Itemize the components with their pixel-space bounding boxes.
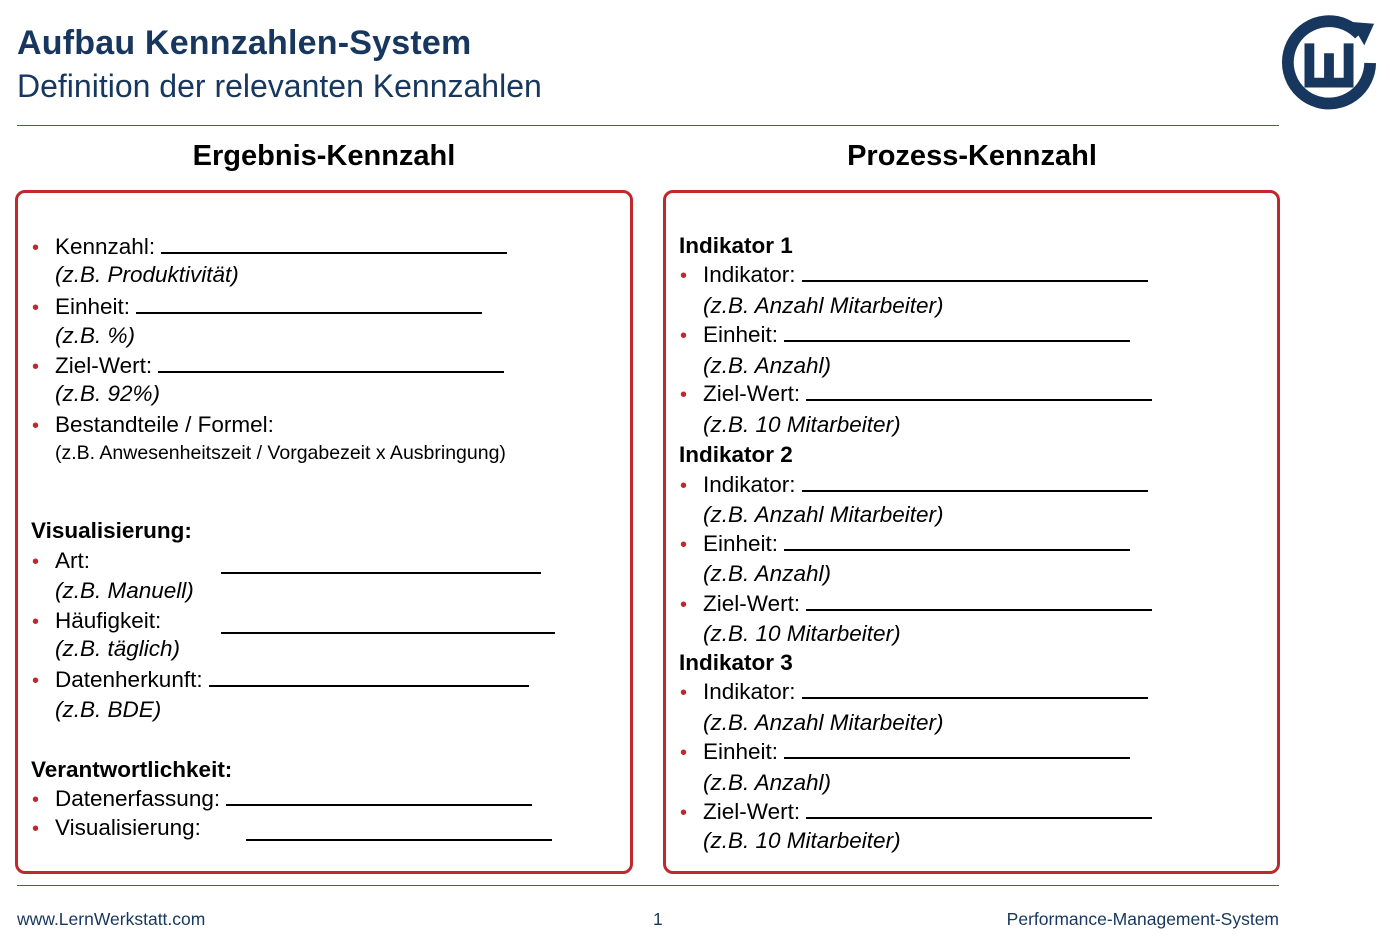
left-column-heading: Ergebnis-Kennzahl (192, 140, 456, 172)
field-visualisierung-label: Visualisierung: (55, 815, 201, 840)
blank-line[interactable] (209, 667, 529, 687)
field-indikator (703, 472, 1148, 498)
page-subtitle: Definition der relevanten Kennzahlen (17, 68, 542, 104)
blank-line[interactable] (806, 591, 1152, 611)
footer-website-link[interactable]: www.LernWerkstatt.com (17, 909, 206, 929)
page-title: Aufbau Kennzahlen-System (17, 24, 472, 62)
footer-divider (17, 885, 1279, 886)
field-zielwert (703, 591, 1152, 617)
blank-line[interactable] (806, 799, 1152, 819)
bullet-icon: • (680, 742, 688, 764)
example-text: (z.B. Anzahl) (703, 770, 831, 795)
bullet-icon: • (32, 611, 40, 633)
field-formel-label: Bestandteile / Formel: (55, 412, 274, 437)
bullet-icon: • (680, 384, 688, 406)
blank-line[interactable] (221, 614, 555, 634)
field-label: Einheit: (703, 531, 779, 556)
example-text: (z.B. Anzahl) (703, 353, 831, 378)
indikator-title: Indikator 2 (679, 442, 793, 467)
bullet-icon: • (680, 475, 688, 497)
field-haeufigkeit-label: Häufigkeit: (55, 608, 162, 633)
field-label: Indikator: (703, 679, 796, 704)
example-text: (z.B. Anwesenheitszeit / Vorgabezeit x Ausbringung) (55, 442, 506, 464)
blank-line[interactable] (136, 294, 482, 314)
bullet-icon: • (680, 594, 688, 616)
field-datenerfassung (55, 786, 532, 812)
blank-line[interactable] (784, 322, 1130, 342)
bullet-icon: • (32, 818, 40, 840)
field-label: Kennzahl: (55, 234, 156, 259)
field-indikator (703, 262, 1148, 288)
prozess-kennzahl-box (663, 190, 1280, 874)
bullet-icon: • (680, 325, 688, 347)
field-einheit (703, 322, 1130, 348)
bullet-icon: • (680, 534, 688, 556)
field-zielwert (55, 353, 504, 379)
example-text: (z.B. Anzahl Mitarbeiter) (703, 502, 944, 527)
example-text: (z.B. Manuell) (55, 578, 194, 603)
field-label: Einheit: (703, 739, 779, 764)
field-label: Datenerfassung: (55, 786, 221, 811)
example-text: (z.B. 10 Mitarbeiter) (703, 828, 901, 853)
example-text: (z.B. 92%) (55, 381, 161, 406)
blank-line[interactable] (784, 739, 1130, 759)
bullet-icon: • (32, 415, 40, 437)
section-heading-verantwortlichkeit: Verantwortlichkeit: (31, 757, 233, 782)
example-text: (z.B. Anzahl Mitarbeiter) (703, 293, 944, 318)
example-text: (z.B. Anzahl) (703, 561, 831, 586)
field-label: Indikator: (703, 262, 796, 287)
blank-line[interactable] (802, 262, 1148, 282)
ergebnis-kennzahl-box (15, 190, 633, 874)
lernwerkstatt-logo-icon (1280, 14, 1378, 112)
field-zielwert (703, 381, 1152, 407)
header-divider (17, 125, 1279, 126)
field-einheit (55, 294, 482, 320)
blank-line[interactable] (221, 554, 541, 574)
blank-line[interactable] (246, 821, 552, 841)
bullet-icon: • (32, 237, 40, 259)
field-zielwert (703, 799, 1152, 825)
field-label: Ziel-Wert: (703, 799, 801, 824)
footer-document-title: Performance-Management-System (1006, 909, 1279, 929)
bullet-icon: • (680, 682, 688, 704)
field-einheit (703, 531, 1130, 557)
field-label: Indikator: (703, 472, 796, 497)
example-text: (z.B. 10 Mitarbeiter) (703, 621, 901, 646)
blank-line[interactable] (806, 381, 1152, 401)
blank-line[interactable] (802, 472, 1148, 492)
example-text: (z.B. Anzahl Mitarbeiter) (703, 710, 944, 735)
bullet-icon: • (32, 551, 40, 573)
field-label: Ziel-Wert: (703, 591, 801, 616)
blank-line[interactable] (226, 786, 532, 806)
right-column-heading: Prozess-Kennzahl (847, 140, 1097, 172)
blank-line[interactable] (784, 531, 1130, 551)
field-label: Ziel-Wert: (55, 353, 153, 378)
example-text: (z.B. Produktivität) (55, 262, 239, 287)
field-art-label: Art: (55, 548, 91, 573)
field-label: Datenherkunft: (55, 667, 203, 692)
bullet-icon: • (680, 802, 688, 824)
field-label: Einheit: (703, 322, 779, 347)
field-datenherkunft (55, 667, 529, 693)
bullet-icon: • (32, 789, 40, 811)
bullet-icon: • (32, 670, 40, 692)
page-number: 1 (653, 909, 663, 929)
indikator-title: Indikator 3 (679, 650, 793, 675)
blank-line[interactable] (158, 353, 504, 373)
blank-line[interactable] (802, 679, 1148, 699)
blank-line[interactable] (161, 234, 507, 254)
field-einheit (703, 739, 1130, 765)
indikator-title: Indikator 1 (679, 233, 793, 258)
field-label: Ziel-Wert: (703, 381, 801, 406)
section-heading-visualisierung: Visualisierung: (31, 518, 192, 543)
field-indikator (703, 679, 1148, 705)
bullet-icon: • (32, 297, 40, 319)
bullet-icon: • (32, 356, 40, 378)
example-text: (z.B. täglich) (55, 636, 181, 661)
field-kennzahl (55, 234, 507, 260)
bullet-icon: • (680, 265, 688, 287)
example-text: (z.B. BDE) (55, 697, 162, 722)
example-text: (z.B. 10 Mitarbeiter) (703, 412, 901, 437)
field-label: Einheit: (55, 294, 131, 319)
example-text: (z.B. %) (55, 323, 136, 348)
